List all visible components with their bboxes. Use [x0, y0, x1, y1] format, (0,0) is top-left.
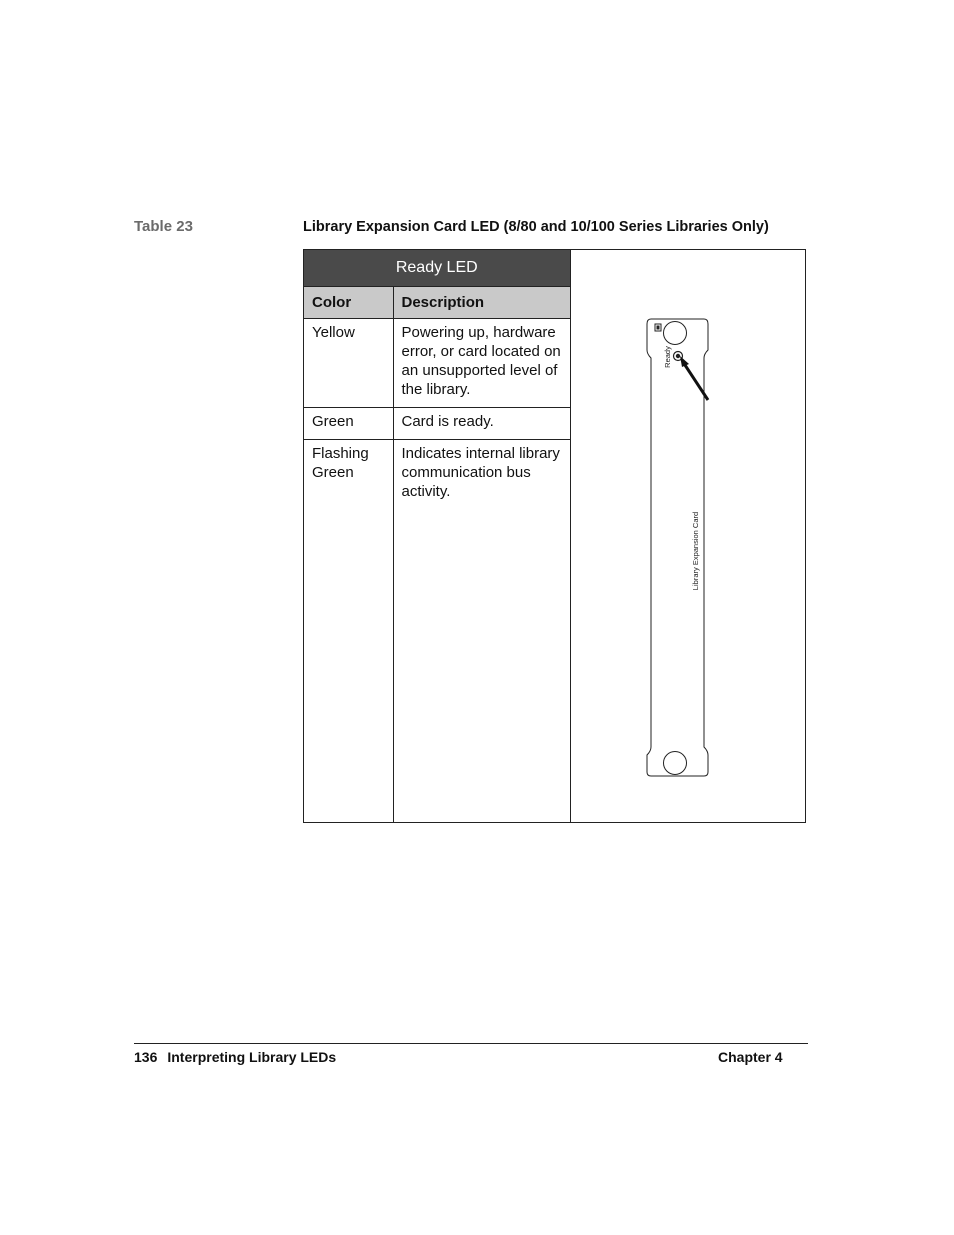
- expansion-card-illustration: [570, 250, 805, 822]
- section-title: Interpreting Library LEDs: [167, 1049, 337, 1065]
- description-column-header: Description: [393, 287, 570, 319]
- chapter-label: Chapter 4: [718, 1049, 783, 1065]
- table-title: Library Expansion Card LED (8/80 and 10/100 Series Libraries Only): [303, 219, 769, 235]
- led-table-frame: [303, 249, 806, 823]
- row-color: Yellow: [304, 319, 393, 408]
- row-color: Flashing Green: [304, 440, 393, 823]
- row-description: Card is ready.: [393, 408, 570, 440]
- table-row: [304, 408, 570, 440]
- table-row: [304, 440, 570, 823]
- table-row: [304, 319, 570, 408]
- row-color: Green: [304, 408, 393, 440]
- card-label: Library Expansion Card: [691, 511, 700, 591]
- row-description: Powering up, hardware error, or card located on an unsupported level of the library.: [393, 319, 570, 408]
- footer-left: [134, 1049, 336, 1065]
- table-number: Table 23: [134, 218, 193, 235]
- ready-led-header: Ready LED: [304, 250, 570, 287]
- ready-led-label: Ready: [663, 346, 672, 368]
- color-column-header: Color: [304, 287, 393, 319]
- row-description: Indicates internal library communication bus activity.: [393, 440, 570, 823]
- expansion-card-icon: [570, 250, 805, 822]
- page-number: 136: [134, 1049, 158, 1065]
- led-table: [304, 250, 571, 822]
- footer-rule: [134, 1043, 808, 1044]
